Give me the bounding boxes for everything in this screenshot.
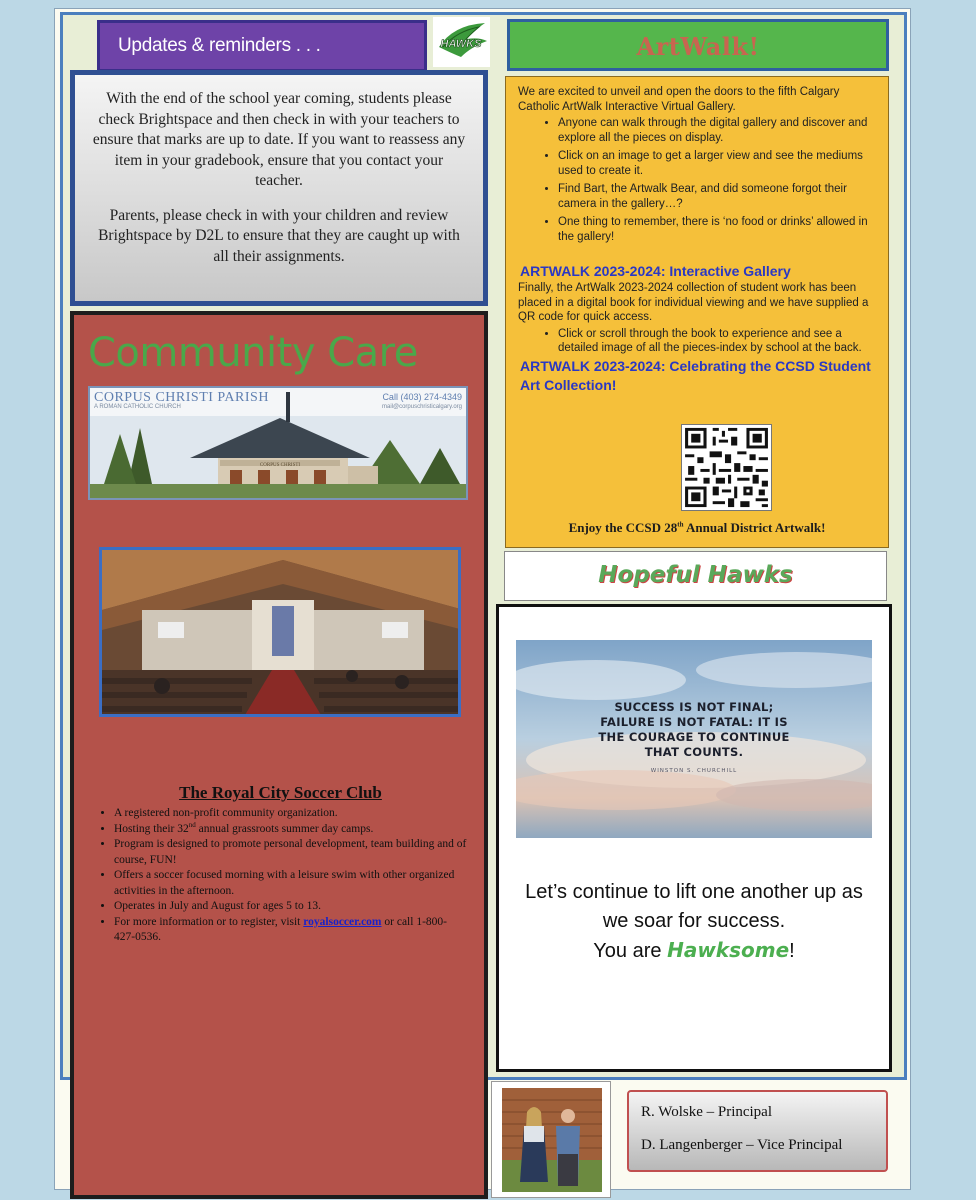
community-care-title: Community Care [88,330,418,376]
artwalk-bullet: • Click or scroll through the book to experience and see a detailed image of all the pieces-index by school at the back. [558,327,878,356]
updates-paragraph-1: With the end of the school year coming, students please check Brightspace and then check in with your teachers to ensure that marks are up to date. If you want to reassess any item in your gradebook, ensure that you contact your teacher. [92,90,466,189]
parish-banner [88,386,468,500]
artwalk-bullet: • Anyone can walk through the digital gallery and discover and explore all the pieces on display. [558,116,878,145]
artwalk-qr-code[interactable] [681,424,772,511]
artwalk-collection-link[interactable]: ARTWALK 2023-2024: Celebrating the CCSD Student Art Collection! [520,357,871,393]
parish-sign-text: CORPUS CHRISTI [259,463,301,468]
principal-name: R. Wolske – Principal [641,1104,773,1120]
artwalk-paragraph-2: Finally, the ArtWalk 2023-2024 collection of student work has been placed in a digital book for individual viewing and we have supplied a QR code for quick access. [518,282,869,323]
soccer-item: • Hosting their 32nd annual grassroots summer day camps. [114,822,468,838]
artwalk-gallery-link[interactable]: ARTWALK 2023-2024: Interactive Gallery [520,263,791,279]
churchill-quote: SUCCESS IS NOT FINAL; FAILURE IS NOT FATAL: IT IS THE COURAGE TO CONTINUE THAT COUNTS. [598,700,790,759]
updates-header: Updates & reminders . . . [97,20,427,72]
hopeful-hawks-header: Hopeful Hawks [504,551,887,601]
principals-photo [491,1081,611,1198]
updates-box [70,70,488,306]
vice-principal-name: D. Langenberger – Vice Principal [641,1137,843,1153]
parish-subtitle: A ROMAN CATHOLIC CHURCH [94,404,181,410]
royalsoccer-link[interactable]: royalsoccer.com [303,915,382,928]
soccer-club-list [88,806,468,946]
quote-author: WINSTON S. CHURCHILL [650,768,738,774]
parish-name: CORPUS CHRISTI PARISH [94,390,269,405]
closing-line-1: Let’s continue to lift one another up as we soar for success. [525,881,863,932]
church-interior-image [99,547,461,717]
soccer-item: • Offers a soccer focused morning with a leisure swim with other organized activities in the afternoon. [114,868,468,899]
soccer-item: • For more information or to register, visit royalsoccer.com or call 1-800-427-0536. [114,915,468,946]
soccer-item: • Program is designed to promote personal development, team building and of course, FUN! [114,837,468,868]
hawks-logo [433,17,490,67]
soccer-item: • Operates in July and August for ages 5 to 13. [114,899,468,915]
closing-message [498,878,890,966]
artwalk-bullet: • Click on an image to get a larger view and see the mediums used to create it. [558,149,878,178]
hawks-logo-text: HAWKS [440,38,482,50]
artwalk-intro: We are excited to unveil and open the doors to the fifth Calgary Catholic ArtWalk Interactive Virtual Gallery. [518,86,840,113]
parish-email: mail@corpuschristicalgary.org [381,404,462,410]
parish-phone: Call (403) 274-4349 [382,392,462,402]
hawksome-word: Hawksome [667,938,790,962]
updates-paragraph-2: Parents, please check in with your children and review Brightspace by D2L to ensure that they are caught up with all their assignments. [98,206,460,265]
soccer-item: • A registered non-profit community organization. [114,806,468,822]
artwalk-bullet: • One thing to remember, there is ‘no food or drinks’ allowed in the gallery! [558,215,878,244]
artwalk-bullet: • Find Bart, the Artwalk Bear, and did someone forgot their camera in the gallery…? [558,182,878,211]
soccer-club-title: The Royal City Soccer Club [179,783,382,802]
staff-names-box [627,1090,888,1172]
closing-line-2: You are Hawksome! [593,938,795,962]
artwalk-footer: Enjoy the CCSD 28th Annual District Artwalk! [568,520,826,535]
artwalk-header: ArtWalk! [507,19,889,71]
